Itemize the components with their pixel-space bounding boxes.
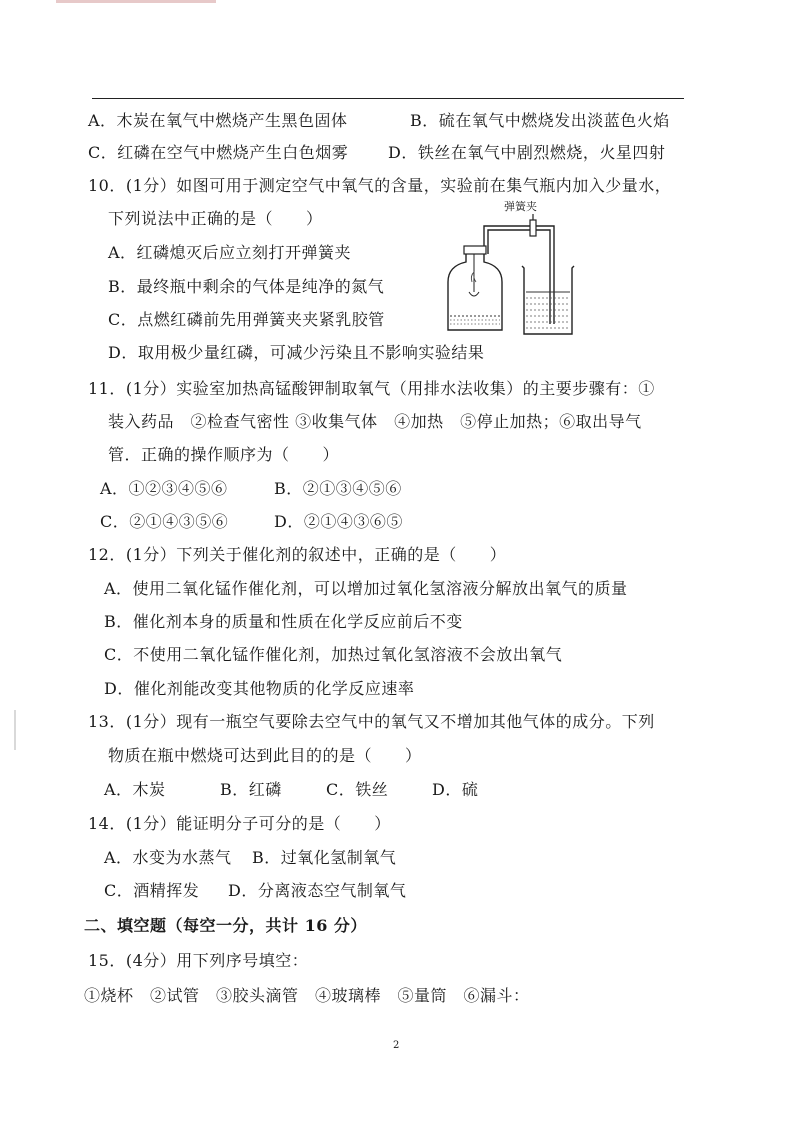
scan-edge-mark xyxy=(14,710,16,750)
page-number: 2 xyxy=(393,1040,400,1051)
beaker-water xyxy=(526,298,570,328)
q12-option-b: B．催化剂本身的质量和性质在化学反应前后不变 xyxy=(104,612,463,631)
q10-stem-line1: 10．(1分）如图可用于测定空气中氧气的含量，实验前在集气瓶内加入少量水， xyxy=(88,176,672,195)
bottle-water xyxy=(450,320,500,324)
q9-option-c: C．红磷在空气中燃烧产生白色烟雾 xyxy=(88,143,349,162)
q14-option-d: D．分离液态空气制氧气 xyxy=(228,881,407,900)
q9-option-b: B．硫在氧气中燃烧发出淡蓝色火焰 xyxy=(410,111,670,130)
q14-option-b: B．过氧化氢制氧气 xyxy=(252,848,397,867)
q14-option-a: A．水变为水蒸气 xyxy=(104,848,232,867)
q15-stem: 15．(4分）用下列序号填空： xyxy=(88,951,309,970)
q10-option-a: A．红磷熄灭后应立刻打开弹簧夹 xyxy=(108,243,352,262)
q10-stem-line2: 下列说法中正确的是（ ） xyxy=(108,209,323,228)
spring-clip-label: 弹簧夹 xyxy=(504,200,537,213)
q11-stem-line2: 装入药品 ②检查气密性 ③收集气体 ④加热 ⑤停止加热；⑥取出导气 xyxy=(108,412,642,431)
bottle-stopper xyxy=(464,246,486,254)
scan-smudge xyxy=(56,0,216,3)
q13-option-a: A．木炭 xyxy=(104,780,166,799)
connecting-tube xyxy=(484,226,554,324)
q11-stem-line1: 11．(1分）实验室加热高锰酸钾制取氧气（用排水法收集）的主要步骤有：① xyxy=(88,379,655,398)
oxygen-measurement-apparatus-figure xyxy=(436,196,576,338)
q15-item-list: ①烧杯 ②试管 ③胶头滴管 ④玻璃棒 ⑤量筒 ⑥漏斗： xyxy=(84,986,530,1005)
gas-collecting-bottle xyxy=(448,254,502,330)
q9-option-a: A．木炭在氧气中燃烧产生黑色固体 xyxy=(88,111,348,130)
q11-stem-line3: 管．正确的操作顺序为（ ） xyxy=(108,445,340,464)
spring-clip-icon xyxy=(530,220,536,236)
q12-option-c: C．不使用二氧化锰作催化剂，加热过氧化氢溶液不会放出氧气 xyxy=(104,645,563,664)
q13-stem-line2: 物质在瓶中燃烧可达到此目的的是（ ） xyxy=(108,746,422,765)
section-heading-fill-in: 二、填空题（每空一分，共计 16 分） xyxy=(84,916,367,935)
connecting-tube-inner xyxy=(488,230,550,324)
q12-stem: 12．(1分）下列关于催化剂的叙述中，正确的是（ ） xyxy=(88,545,507,564)
q13-option-b: B．红磷 xyxy=(220,780,282,799)
q12-option-d: D．催化剂能改变其他物质的化学反应速率 xyxy=(104,679,415,698)
q11-option-a: A．①②③④⑤⑥ xyxy=(100,479,228,498)
q10-option-b: B．最终瓶中剩余的气体是纯净的氮气 xyxy=(108,277,385,296)
q14-stem: 14．(1分）能证明分子可分的是（ ） xyxy=(88,814,391,833)
q11-option-c: C．②①④③⑤⑥ xyxy=(100,512,229,531)
q13-stem-line1: 13．(1分）现有一瓶空气要除去空气中的氧气又不增加其他气体的成分。下列 xyxy=(88,712,655,731)
beaker xyxy=(522,266,574,334)
q13-option-c: C．铁丝 xyxy=(326,780,389,799)
q12-option-a: A．使用二氧化锰作催化剂，可以增加过氧化氢溶液分解放出氧气的质量 xyxy=(104,579,628,598)
q10-option-d: D．取用极少量红磷，可减少污染且不影响实验结果 xyxy=(108,343,485,362)
header-rule xyxy=(92,98,684,99)
q10-option-c: C．点燃红磷前先用弹簧夹夹紧乳胶管 xyxy=(108,310,385,329)
combustion-spoon-icon xyxy=(469,292,479,296)
q11-option-b: B．②①③④⑤⑥ xyxy=(274,479,402,498)
q14-option-c: C．酒精挥发 xyxy=(104,881,200,900)
q9-option-d: D．铁丝在氧气中剧烈燃烧，火星四射 xyxy=(388,143,666,162)
q13-option-d: D．硫 xyxy=(432,780,479,799)
q11-option-d: D．②①④③⑥⑤ xyxy=(274,512,403,531)
